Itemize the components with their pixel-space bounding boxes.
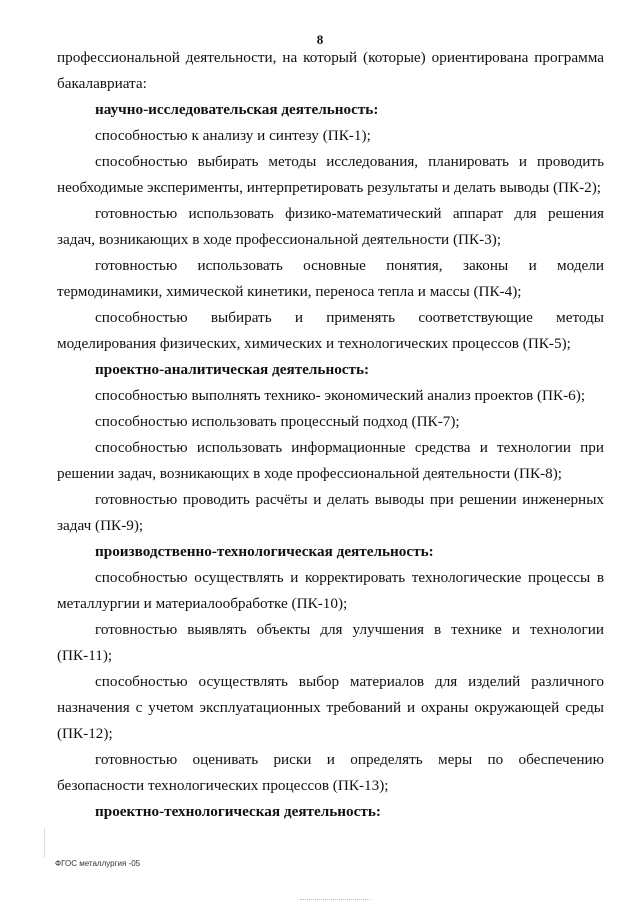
competency-pk11: готовностью выявлять объекты для улучшения в технике и технологии (ПК-11); [57,621,604,664]
page-footer: ФГОС металлургия -05 [55,859,141,868]
competency-pk1: способностью к анализу и синтезу (ПК-1); [95,127,371,144]
competency-pk5: способностью выбирать и применять соответствующие методы моделирования физических, химических и технологических процессов (ПК-5); [57,309,604,352]
scan-margin-mark [44,828,45,858]
competency-pk7: способностью использовать процессный подход (ПК-7); [95,413,460,430]
section-heading-design-technology: проектно-технологическая деятельность: [95,803,381,820]
section-heading-research: научно-исследовательская деятельность: [95,101,379,118]
competency-pk12: способностью осуществлять выбор материалов для изделий различного назначения с учетом эксплуатационных требований и охраны окружающей среды (ПК-12); [57,673,604,742]
document-body [57,45,604,825]
competency-pk8: способностью использовать информационные средства и технологии при решении задач, возникающих в ходе профессиональной деятельности (ПК-8); [57,439,604,482]
competency-pk10: способностью осуществлять и корректировать технологические процессы в металлургии и материалообработке (ПК-10); [57,569,604,612]
competency-pk13: готовностью оценивать риски и определять меры по обеспечению безопасности технологических процессов (ПК-13); [57,751,604,794]
page-number: 8 [316,32,324,47]
competency-pk9: готовностью проводить расчёты и делать выводы при решении инженерных задач (ПК-9); [57,491,604,534]
paragraph-intro: профессиональной деятельности, на который (которые) ориентирована программа бакалавриата: [57,49,604,92]
section-heading-design-analytics: проектно-аналитическая деятельность: [95,361,370,378]
competency-pk6: способностью выполнять технико- экономический анализ проектов (ПК-6); [95,387,586,404]
scan-bottom-mark [300,899,370,901]
competency-pk2: способностью выбирать методы исследования, планировать и проводить необходимые эксперименты, интерпретировать результаты и делать выводы (ПК-2); [57,153,604,196]
section-heading-production: производственно-технологическая деятельность: [95,543,434,560]
competency-pk3: готовностью использовать физико-математический аппарат для решения задач, возникающих в ходе профессиональной деятельности (ПК-3); [57,205,604,248]
competency-pk4: готовностью использовать основные понятия, законы и модели термодинамики, химической кинетики, переноса тепла и массы (ПК-4); [57,257,604,300]
